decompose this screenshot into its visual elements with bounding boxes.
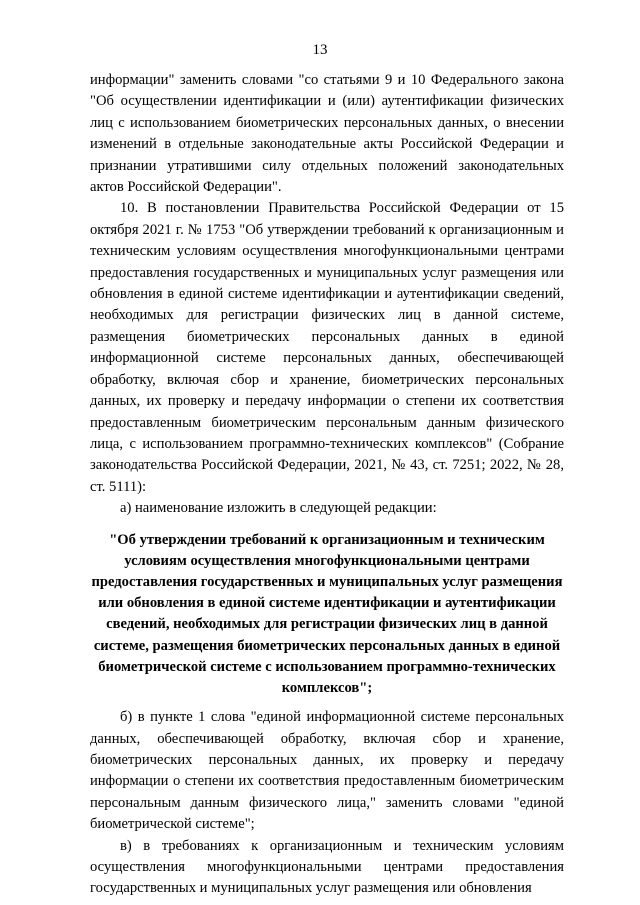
paragraph-subitem-b: б) в пункте 1 слова "единой информационной системе персональных данных, обеспечивающей обработку, включая сбор и хранение, биометрических персональных данных, их проверку и передачу информации о степени их соответствия предоставленным биометрическим персональным данным физического лица," заменить словами "единой биометрической системе"; bbox=[90, 709, 564, 833]
page-number: 13 bbox=[312, 42, 328, 58]
paragraph-subitem-v: в) в требованиях к организационным и техническим условиям осуществления многофункциональными центрами предоставления государственных и муниципальных услуг размещения или обновления bbox=[90, 837, 564, 897]
new-title-text: "Об утверждении требований к организационным и техническим условиям осуществления многофункциональными центрами предоставления государственных и муниципальных услуг размещения или обновления в единой системе идентификации и аутентификации сведений, необходимых для регистрации физических лиц в данной системе, размещения биометрических персональных данных в единой биометрической системе с использованием программно-технических комплексов"; bbox=[91, 531, 563, 696]
paragraph-subitem-a: а) наименование изложить в следующей редакции: bbox=[120, 500, 437, 517]
document-body bbox=[90, 70, 564, 900]
paragraph-continuation: информации" заменить словами "со статьями 9 и 10 Федерального закона "Об осуществлении идентификации и (или) аутентификации физических лиц с использованием биометрических персональных данных, о внесении изменений в отдельные законодательные акты Российской Федерации и признании утратившими силу отдельных положений законодательных актов Российской Федерации". bbox=[90, 72, 564, 196]
paragraph-item-10: 10. В постановлении Правительства Российской Федерации от 15 октября 2021 г. № 1753 "Об утверждении требований к организационным и техническим условиям осуществления многофункциональными центрами предоставления государственных и муниципальных услуг размещения или обновления в единой системе идентификации и аутентификации сведений, необходимых для регистрации физических лиц в данной системе, размещения биометрических персональных данных в единой информационной системе персональных данных, обеспечивающей обработку, включая сбор и хранение, биометрических персональных данных, их проверку и передачу информации о степени их соответствия предоставленным биометрическим персональным данным физического лица, с использованием программно-технических комплексов" (Собрание законодательства Российской Федерации, 2021, № 43, ст. 7251; 2022, № 28, ст. 5111): bbox=[90, 200, 564, 495]
